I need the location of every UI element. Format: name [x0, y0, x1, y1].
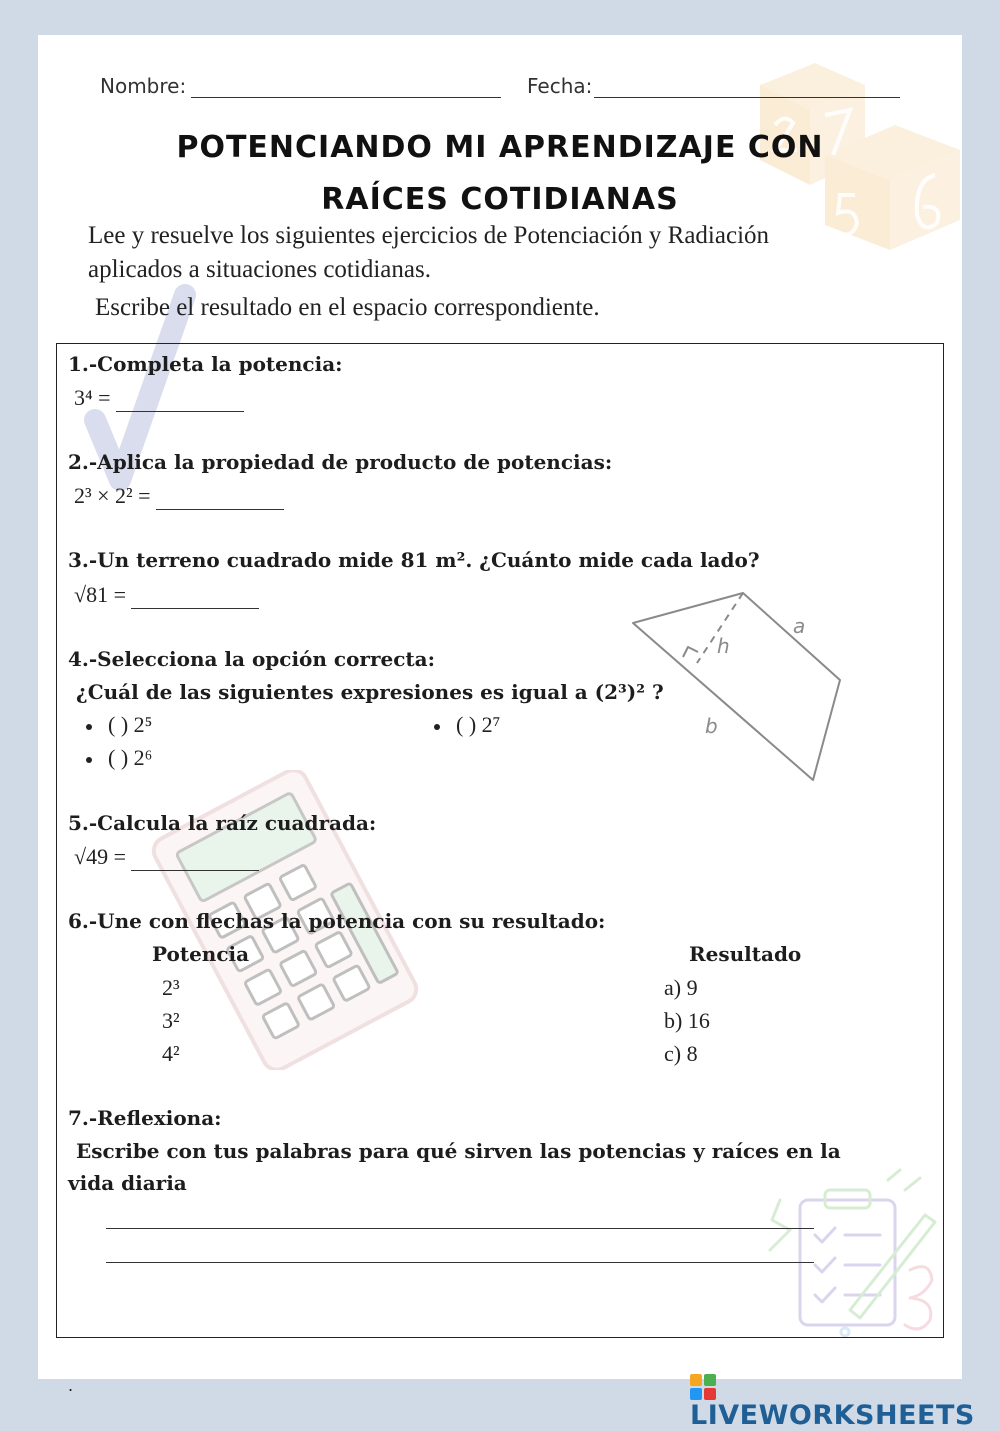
footer-dot: . [68, 1376, 74, 1395]
name-label: Nombre: [100, 74, 187, 98]
date-label: Fecha: [527, 74, 593, 98]
q2-expression: 2³ × 2² = [74, 483, 284, 510]
q3-answer-blank[interactable] [131, 582, 259, 609]
q7-title: 7.-Reflexiona: [68, 1106, 222, 1130]
q6-right-item-1[interactable]: a) 9 [664, 975, 698, 1000]
liveworksheets-logo-icon [690, 1374, 716, 1400]
page-title-line1: POTENCIANDO MI APRENDIZAJE CON [176, 130, 824, 165]
q6-right-header: Resultado [689, 942, 802, 966]
q6-right-item-3[interactable]: c) 8 [664, 1041, 698, 1066]
q5-expression: √49 = [74, 844, 259, 871]
q6-left-item-2[interactable]: 3² [162, 1008, 180, 1033]
figure-label-h: h [717, 634, 730, 658]
q4-option-3[interactable]: ( ) 2⁶ [86, 745, 152, 771]
name-field[interactable] [191, 97, 501, 98]
q7-prompt-line2: vida diaria [68, 1171, 187, 1195]
intro-line-1: Lee y resuelve los siguientes ejercicios de Potenciación y Radiación [88, 222, 770, 249]
liveworksheets-logo[interactable] [690, 1374, 1000, 1431]
intro-line-2: aplicados a situaciones cotidianas. [88, 256, 431, 283]
q5-title: 5.-Calcula la raíz cuadrada: [68, 811, 377, 835]
q5-answer-blank[interactable] [131, 844, 259, 871]
q3-expression: √81 = [74, 582, 259, 609]
q1-title: 1.-Completa la potencia: [68, 352, 343, 376]
q4-title: 4.-Selecciona la opción correcta: [68, 647, 435, 671]
q4-option-2[interactable]: ( ) 2⁷ [434, 712, 500, 738]
q1-answer-blank[interactable] [116, 385, 244, 412]
date-field[interactable] [594, 97, 900, 98]
q4-question: ¿Cuál de las siguientes expresiones es igual a (2³)² ? [76, 680, 664, 704]
q2-answer-blank[interactable] [156, 483, 284, 510]
figure-label-b: b [705, 714, 718, 738]
q7-prompt-line1: Escribe con tus palabras para qué sirven las potencias y raíces en la [76, 1139, 841, 1163]
q4-option-1[interactable]: ( ) 2⁵ [86, 712, 152, 738]
q7-answer-line-2[interactable] [106, 1262, 814, 1263]
q3-title: 3.-Un terreno cuadrado mide 81 m². ¿Cuánto mide cada lado? [68, 548, 760, 572]
q7-answer-line-1[interactable] [106, 1228, 814, 1229]
intro-line-3: Escribe el resultado en el espacio correspondiente. [95, 294, 600, 321]
page-title-line2: RAÍCES COTIDIANAS [321, 182, 679, 217]
q2-title: 2.-Aplica la propiedad de producto de potencias: [68, 450, 613, 474]
liveworksheets-logo-text: LIVEWORKSHEETS [690, 1400, 975, 1431]
q6-right-item-2[interactable]: b) 16 [664, 1008, 710, 1033]
figure-label-a: a [793, 614, 806, 638]
q1-expression: 3⁴ = [74, 385, 244, 412]
q6-left-header: Potencia [152, 942, 250, 966]
q6-left-item-3[interactable]: 4² [162, 1041, 180, 1066]
q6-title: 6.-Une con flechas la potencia con su resultado: [68, 909, 606, 933]
q6-left-item-1[interactable]: 2³ [162, 975, 180, 1000]
